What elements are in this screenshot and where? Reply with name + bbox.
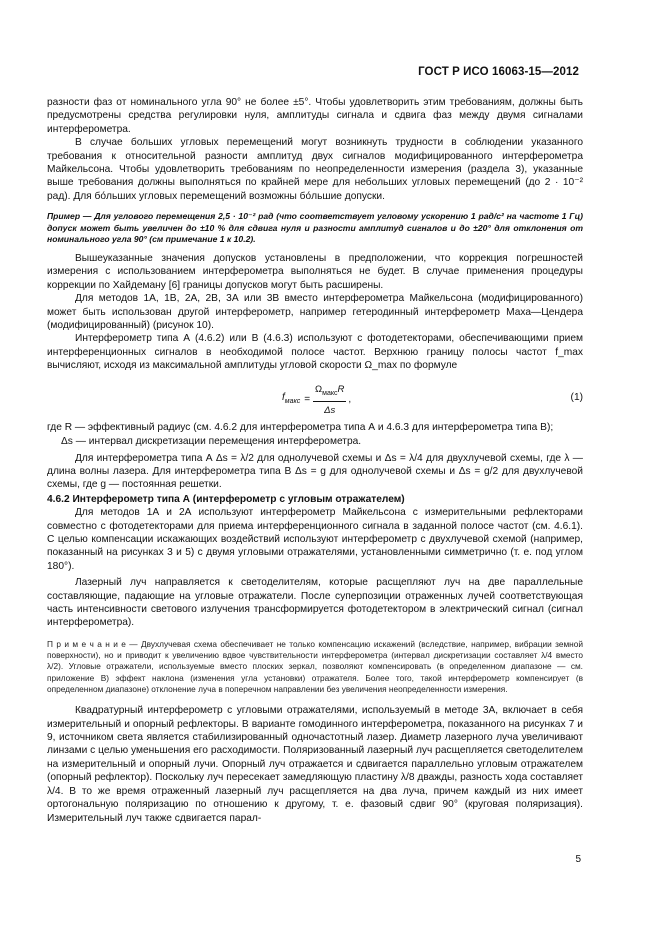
paragraph: разности фаз от номинального угла 90° не более ±5°. Чтобы удовлетворить этим требованиям, должны быть предусмотрены средства регулировки нуля, амплитуды сигнала и сдвига фаз между двумя сигналами интерферометра. [47, 97, 583, 135]
note-block: П р и м е ч а н и е — Двухлучевая схема обеспечивает не только компенсацию искажений (вследствие, например, вибрации земной поверхности), но и приводит к увеличению вдвое чувствительности интерферометра (интервал дискретизации составляет λ/4 вместо λ/2). Угловые отражатели, используемые вместо плоских зеркал, позволяют компенсировать (в определенном диапазоне — см. приложение В) эффект наклона (изменения угла установки) отражателя. Более того, такой интерферометр компенсирует (в определенном диапазоне) отклонение луча в поперечном направлении без увеличения неопределенности измерения. [47, 638, 583, 694]
formula-fraction [313, 383, 346, 418]
page-number: 5 [575, 854, 581, 865]
page-body [47, 96, 583, 825]
definition-line: где R — эффективный радиус (см. 4.6.2 для интерферометра типа А и 4.6.3 для интерферометра типа В); [47, 421, 554, 433]
formula [282, 383, 351, 418]
formula-numerator: $\Omega_{макс}R$ [313, 383, 346, 402]
formula-denominator: Δs [324, 404, 336, 416]
paragraph: Квадратурный интерферометр с угловыми отражателями, используемый в методе 3А, включает в себя измерительный и опорный рефлекторы. В варианте гомодинного интерферометра, показанного на рисунках 7 и 9, источником света является стабилизированный одночастотный лазер. Диаметр лазерного луча увеличивают линзами с целью уменьшения его расходимости. Поляризованный лазерный луч расщепляется светоделителем на измерительный и опорный лучи. Опорный луч отражается и сдвигается параллельно угловым отражателем (опорный рефлектор). Поскольку луч пересекает замедляющую пластину λ/8 дважды, разность хода составляет λ/4. В то же время отраженный лазерный луч расщепляется на два луча, причем каждый из них имеет ортогональную поляризацию по отношению к другому, т. е. фазовый сдвиг 90° (круговая поляризация). Измерительный луч также сдвигается парал- [47, 705, 583, 824]
formula-number: (1) [570, 391, 583, 403]
formula-lhs: $f_{макс}$ [282, 392, 301, 406]
paragraph: Для методов 1А и 2А используют интерферометр Майкельсона с измерительными рефлекторами совместно с фотодетекторами для приема интерференционного сигнала в заданной полосе частот (см. 4.6.1). С целью компенсации искажающих воздействий используют интерферометр с двухлучевой схемой (например, показанный на рисунках 3 и 5) с двумя угловыми отражателями, установленными симметрично (т. е. под углом 180°). [47, 507, 583, 572]
paragraph: Лазерный луч направляется к светоделителям, которые расщепляют луч на две параллельные составляющие, падающие на угловые отражатели. После суперпозиции отраженных лучей соответствующая часть интенсивности светового излучения трансформируется фотодетектором в электрический сигнал (сигнал интерферометра). [47, 577, 583, 629]
definition-line: Δs — интервал дискретизации перемещения интерферометра. [61, 436, 362, 448]
formula-block [47, 381, 583, 415]
definitions [47, 421, 583, 449]
formula-equals: = [304, 394, 311, 406]
paragraph: Для методов 1А, 1В, 2А, 2В, 3А или 3В вместо интерферометра Майкельсона (модифицированного) может быть использован другой интерферометр, например гетеродинный интерферометр Маха—Цендера (модифицированный) (рисунок 10). [47, 293, 583, 332]
paragraph: Вышеуказанные значения допусков установлены в предположении, что коррекция погрешностей измерения с использованием интерферометра выполняться не будет. В случае применения процедуры коррекции по Хайдеману [6] границы допусков могут быть расширены. [47, 253, 583, 291]
document-header: ГОСТ Р ИСО 16063-15—2012 [418, 66, 579, 78]
paragraph: Для интерферометра типа А Δs = λ/2 для однолучевой схемы и Δs = λ/4 для двухлучевой схемы, где λ — длина волны лазера. Для интерферометра типа В Δs = g для однолучевой схемы и Δs = g/2 для двухлучевой схемы, где g — постоянная решетки. [47, 452, 583, 491]
paragraph: Интерферометр типа А (4.6.2) или В (4.6.3) используют с фотодетекторами, обеспечивающими прием интерференционных сигналов в необходимой полосе частот. Верхнюю границу полосы частот f_max вычисляют, исходя из максимальной амплитуды угловой скорости Ω_max по формуле [47, 333, 583, 372]
section-heading: 4.6.2 Интерферометр типа А (интерферометр с угловым отражателем) [47, 493, 405, 505]
paragraph: В случае больших угловых перемещений могут возникнуть трудности в соблюдении указанного требования к относительной разности амплитуд двух сигналов модифицированного интерферометра Майкельсона. Чтобы удовлетворить требованиям по неопределенности измерения (раздела 3), указанные выше требования должны выполняться по крайней мере для небольших угловых перемещений (до 2 · 10⁻² рад). Для бо́льших угловых перемещений возможны бо́льшие допуски. [47, 137, 583, 202]
formula-comma: , [348, 394, 352, 406]
example-block: Пример — Для углового перемещения 2,5 · 10⁻² рад (что соответствует угловому ускорению 1 рад/с² на частоте 1 Гц) допуск может быть увеличен до ±10 % для сдвига нуля и разности амплитуд сигналов и до ±20° для отклонения от номинального угла 90° (см примечание 1 к 10.2). [47, 211, 583, 245]
